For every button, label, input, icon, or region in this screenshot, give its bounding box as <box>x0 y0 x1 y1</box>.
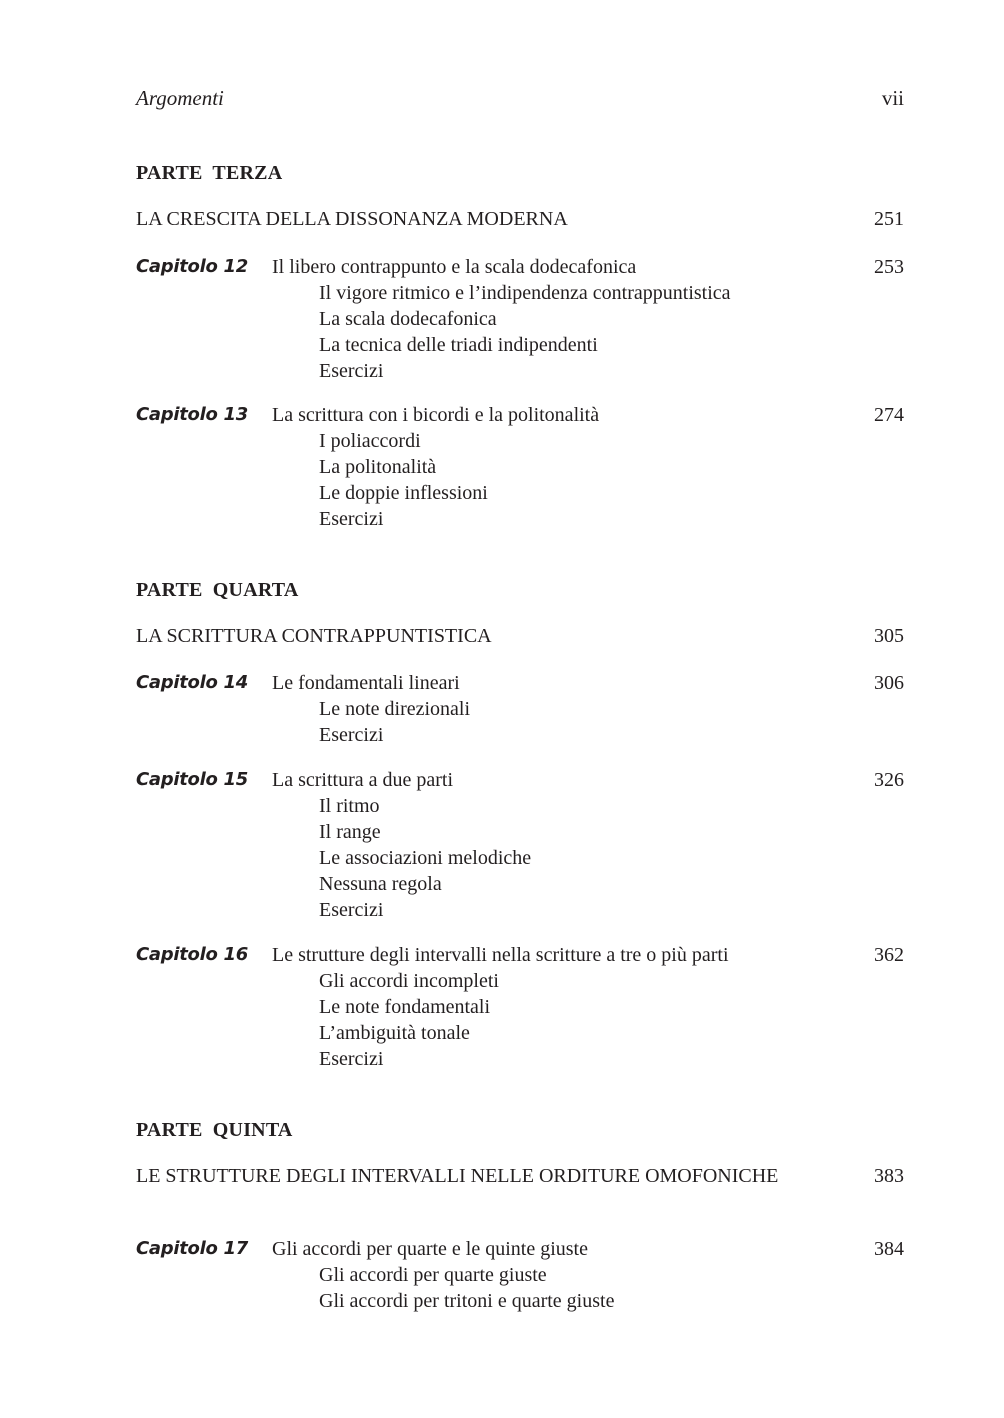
chapter-label: Capitolo 13 <box>136 404 248 425</box>
chapter-page-number: 274 <box>874 404 904 426</box>
subsection-item[interactable]: Gli accordi per quarte giuste <box>319 1264 547 1286</box>
subsection-item[interactable]: Nessuna regola <box>319 873 442 895</box>
subsection-item[interactable]: Le note direzionali <box>319 698 471 720</box>
chapter-title: Le strutture degli intervalli nella scritture a tre o più parti <box>272 944 729 966</box>
subsection-item[interactable]: I poliaccordi <box>319 430 421 452</box>
chapter-title: Gli accordi per quarte e le quinte giuste <box>272 1238 588 1260</box>
chapter-title: Il libero contrappunto e la scala dodecafonica <box>272 256 637 278</box>
chapter-title: La scrittura a due parti <box>272 769 454 791</box>
subsection-item[interactable]: Le doppie inflessioni <box>319 482 488 504</box>
subsection-item[interactable]: La scala dodecafonica <box>319 308 497 330</box>
chapter-title: Le fondamentali lineari <box>272 672 460 694</box>
subsection-item[interactable]: Esercizi <box>319 899 384 921</box>
toc-page <box>136 0 904 1418</box>
subsection-item[interactable]: Esercizi <box>319 508 384 530</box>
subsection-item[interactable]: Esercizi <box>319 1048 384 1070</box>
section-title: LA CRESCITA DELLA DISSONANZA MODERNA <box>136 208 568 230</box>
subsection-item[interactable]: Esercizi <box>319 360 384 382</box>
running-header-page-number: vii <box>881 86 904 110</box>
section-entry[interactable] <box>136 623 904 649</box>
subsection-list <box>319 428 488 532</box>
section-page-number: 383 <box>874 1165 904 1187</box>
chapter-page-number: 384 <box>874 1238 904 1260</box>
chapter-page-number: 306 <box>874 672 904 694</box>
chapter-page-number: 362 <box>874 944 904 966</box>
subsection-list <box>319 1262 614 1314</box>
subsection-item[interactable]: Le associazioni melodiche <box>319 847 532 869</box>
subsection-item[interactable]: Il ritmo <box>319 795 380 817</box>
subsection-item[interactable]: Gli accordi incompleti <box>319 970 499 992</box>
subsection-item[interactable]: La politonalità <box>319 456 437 478</box>
subsection-list <box>319 793 531 923</box>
part-heading: PARTE QUARTA <box>136 579 299 601</box>
section-entry[interactable] <box>136 1163 904 1189</box>
chapter-label: Capitolo 15 <box>136 769 248 790</box>
part-heading: PARTE QUINTA <box>136 1119 293 1141</box>
chapter-label: Capitolo 14 <box>136 672 248 693</box>
section-title: LE STRUTTURE DEGLI INTERVALLI NELLE ORDITURE OMOFONICHE <box>136 1165 779 1187</box>
chapter-title: La scrittura con i bicordi e la politonalità <box>272 404 600 426</box>
section-page-number: 305 <box>874 625 904 647</box>
section-page-number: 251 <box>874 208 904 230</box>
chapter-page-number: 326 <box>874 769 904 791</box>
subsection-list <box>319 696 470 748</box>
subsection-item[interactable]: La tecnica delle triadi indipendenti <box>319 334 598 356</box>
running-header-title: Argomenti <box>136 86 224 110</box>
section-title: LA SCRITTURA CONTRAPPUNTISTICA <box>136 625 492 647</box>
subsection-list <box>319 968 499 1072</box>
chapter-page-number: 253 <box>874 256 904 278</box>
subsection-list <box>319 280 731 384</box>
chapter-label: Capitolo 12 <box>136 256 248 277</box>
subsection-item[interactable]: Gli accordi per tritoni e quarte giuste <box>319 1290 615 1312</box>
subsection-item[interactable]: L’ambiguità tonale <box>319 1022 470 1044</box>
chapter-label: Capitolo 16 <box>136 944 248 965</box>
chapter-label: Capitolo 17 <box>136 1238 248 1259</box>
subsection-item[interactable]: Il range <box>319 821 381 843</box>
subsection-item[interactable]: Il vigore ritmico e l’indipendenza contrappuntistica <box>319 282 731 304</box>
section-entry[interactable] <box>136 206 904 232</box>
part-heading: PARTE TERZA <box>136 162 283 184</box>
running-header <box>136 86 904 114</box>
subsection-item[interactable]: Esercizi <box>319 724 384 746</box>
subsection-item[interactable]: Le note fondamentali <box>319 996 491 1018</box>
